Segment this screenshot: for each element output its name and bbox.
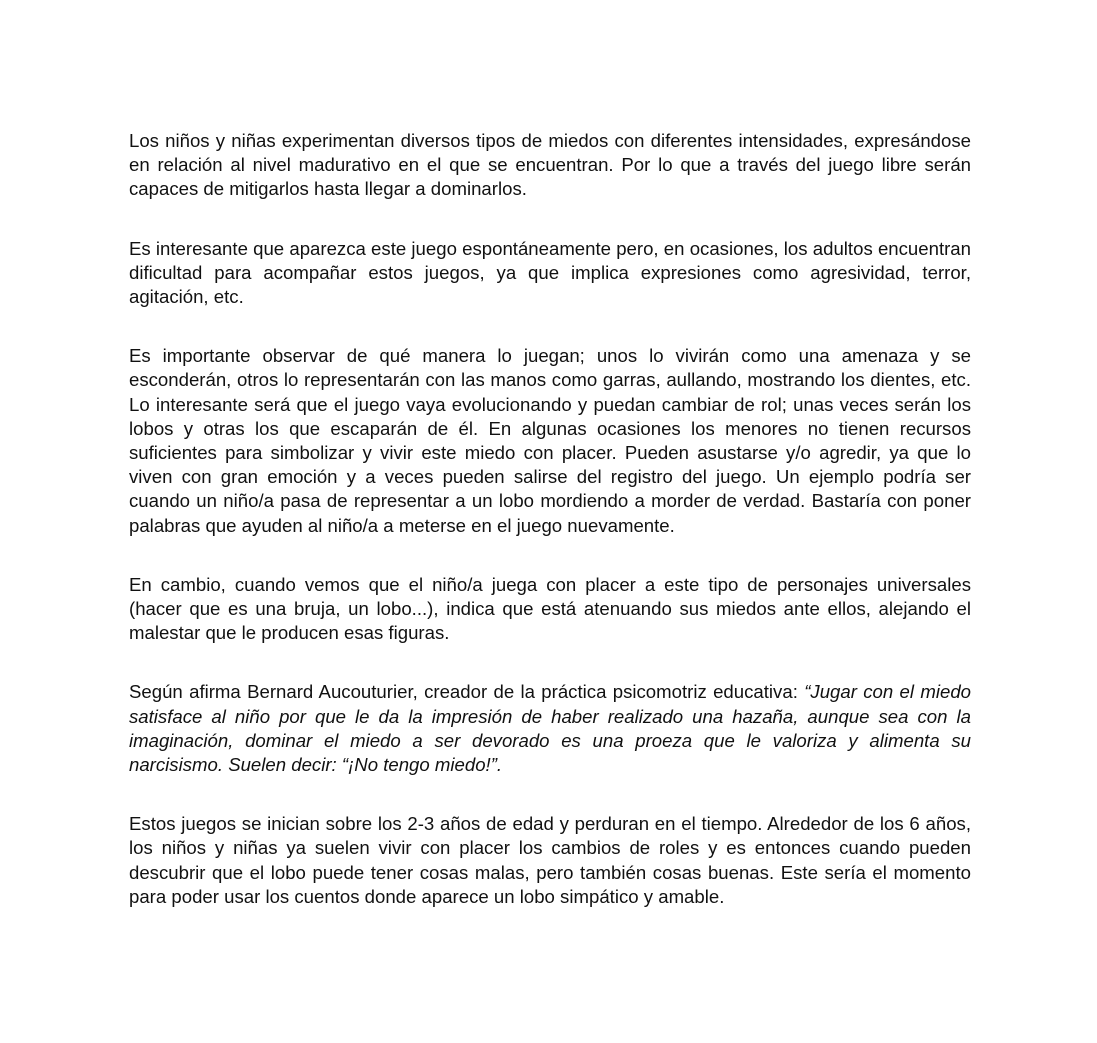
paragraph-edad-juegos: Estos juegos se inician sobre los 2-3 años de edad y perduran en el tiempo. Alrededor de los 6 años, los niños y niñas ya suelen vivir con placer los cambios de roles y es entonces cuando pueden descubrir que el lobo puede tener cosas malas, pero también cosas buenas. Este sería el momento para poder usar los cuentos donde aparece un lobo simpático y amable. bbox=[129, 813, 971, 907]
paragraph-miedos-intro: Los niños y niñas experimentan diversos tipos de miedos con diferentes intensidades, expresándose en relación al nivel madurativo en el que se encuentran. Por lo que a través del juego libre serán capaces de mitigarlos hasta llegar a dominarlos. bbox=[129, 130, 971, 200]
citation-quote: “Jugar con el miedo satisface al niño por que le da la impresión de haber realizado una hazaña, aunque sea con la imaginación, dominar el miedo a ser devorado es una proeza que le valoriza y alimenta su narcisismo. Suelen decir: “¡No tengo miedo!”. bbox=[129, 681, 971, 776]
paragraph-juego-espontaneo: Es interesante que aparezca este juego espontáneamente pero, en ocasiones, los adultos encuentran dificultad para acompañar estos juegos, ya que implica expresiones como agresividad, terror, agitación, etc. bbox=[129, 237, 971, 308]
paragraph-cita-aucouturier bbox=[129, 680, 971, 777]
paragraph-personajes-universales: En cambio, cuando vemos que el niño/a juega con placer a este tipo de personajes universales (hacer que es una bruja, un lobo...), indica que está atenuando sus miedos ante ellos, alejando el malestar que le producen esas figuras. bbox=[129, 573, 971, 644]
document-page bbox=[129, 129, 971, 944]
citation-intro: Según afirma Bernard Aucouturier, creador de la práctica psicomotriz educativa: bbox=[129, 681, 805, 703]
paragraph-observar-juego: Es importante observar de qué manera lo juegan; unos lo vivirán como una amenaza y se esconderán, otros lo representarán con las manos como garras, aullando, mostrando los dientes, etc. Lo interesante será que el juego vaya evolucionando y puedan cambiar de rol; unas veces serán los lobos y otras los que escaparán de él. En algunas ocasiones los menores no tienen recursos suficientes para simbolizar y vivir este miedo con placer. Pueden asustarse y/o agredir, ya que lo viven con gran emoción y a veces pueden salirse del registro del juego. Un ejemplo podría ser cuando un niño/a pasa de representar a un lobo mordiendo a morder de verdad. Bastaría con poner palabras que ayuden al niño/a a meterse en el juego nuevamente. bbox=[129, 345, 971, 536]
